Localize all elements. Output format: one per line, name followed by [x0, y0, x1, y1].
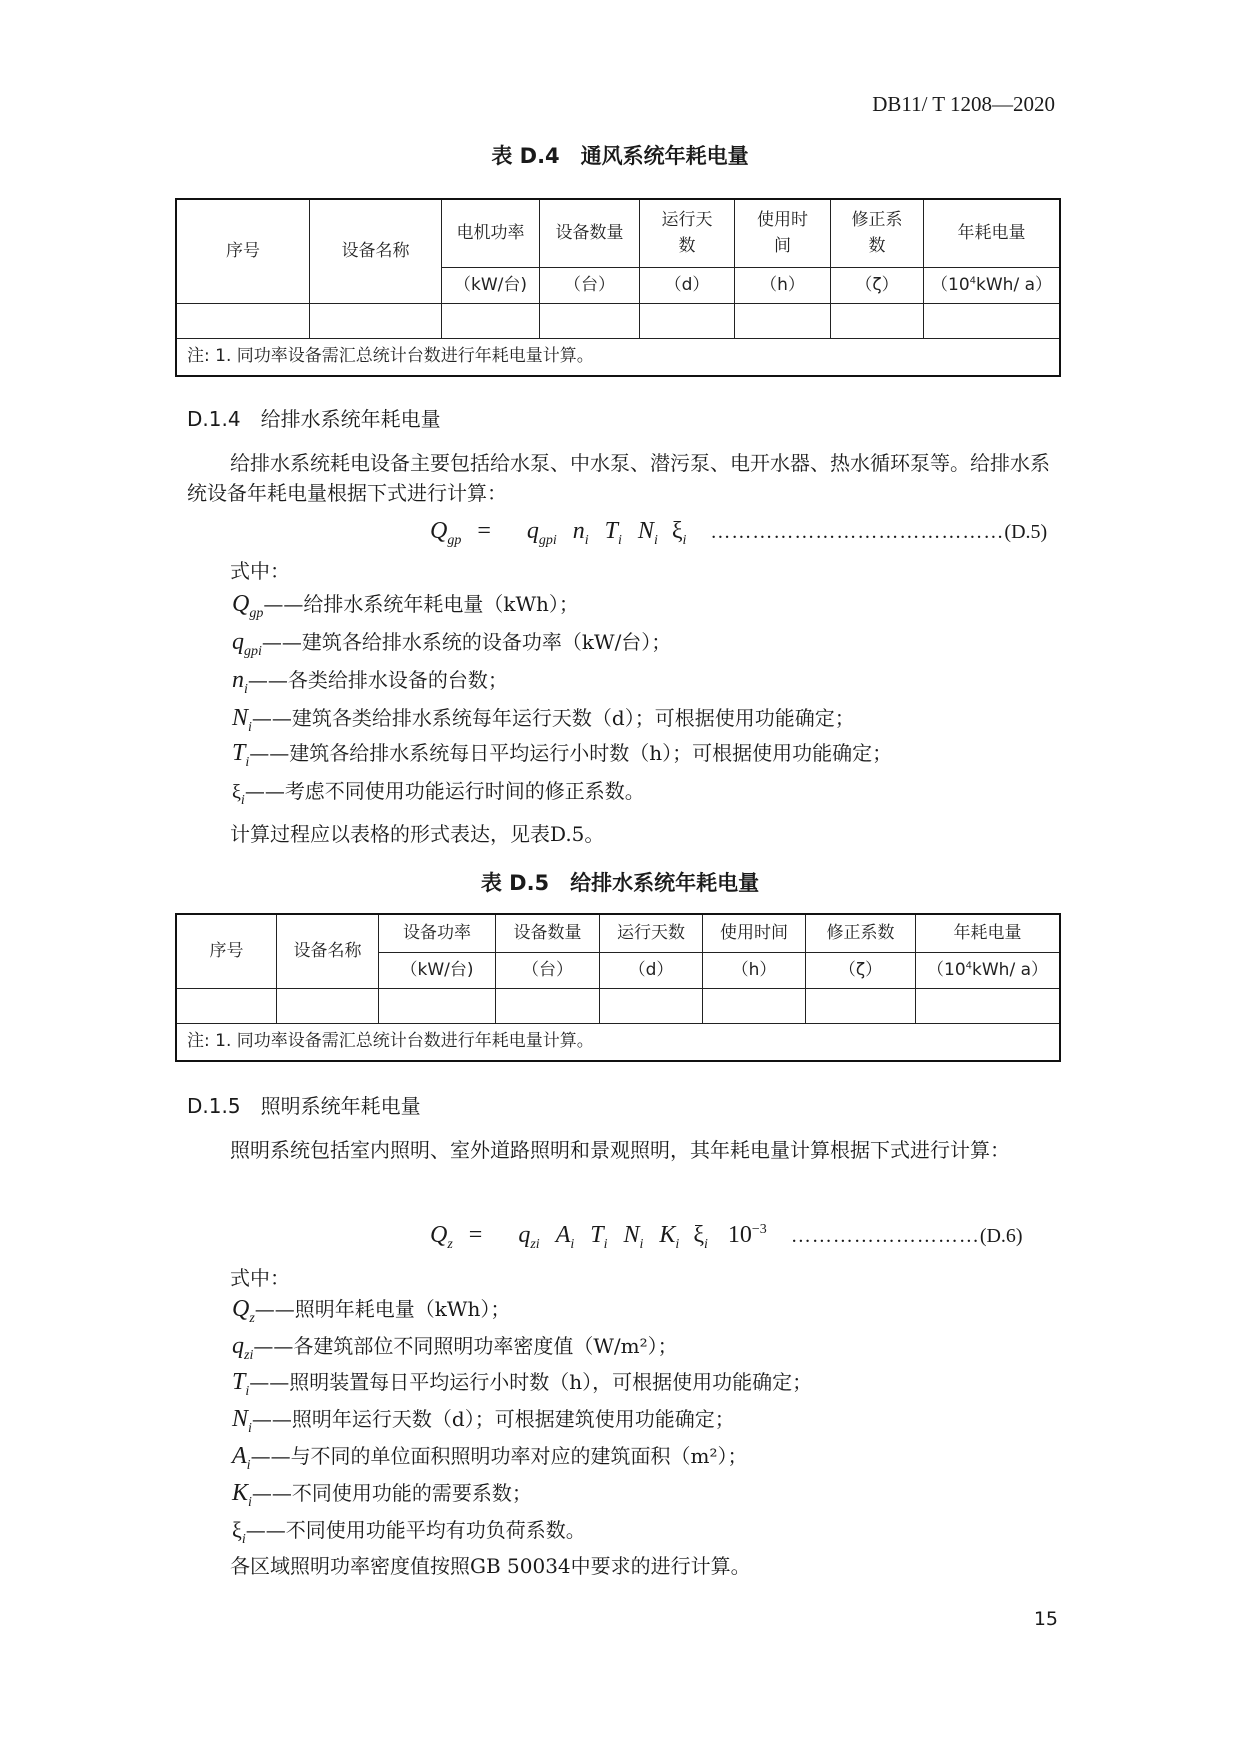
definition-line — [232, 626, 671, 660]
def-text: ——各类给排水设备的台数； — [247, 668, 508, 692]
definition-line — [232, 1477, 532, 1511]
col-seq-header: 序号 — [177, 915, 277, 989]
unit-coef: （ζ） — [831, 268, 924, 304]
def-symbol: T — [232, 740, 246, 766]
formula-d6 — [430, 1222, 1023, 1253]
def-symbol: Q — [232, 591, 250, 617]
col-time-header — [735, 200, 831, 268]
def-text: ——不同使用功能的需要系数； — [251, 1481, 532, 1505]
formula-sub: z — [447, 1237, 453, 1252]
def-subscript: i — [245, 755, 250, 770]
formula-sym: K — [659, 1222, 676, 1248]
def-text: ——照明年耗电量（kWh）； — [254, 1297, 511, 1321]
unit-annual-post: kWh/ a） — [976, 274, 1052, 295]
formula-sub: i — [675, 1237, 680, 1252]
table-d5-caption: 表 D.5 给排水系统年耗电量 — [480, 871, 760, 895]
formula-sym: T — [604, 518, 619, 544]
def-text: ——建筑各类给排水系统每年运行天数（d）；可根据使用功能确定； — [251, 706, 855, 730]
unit-power: （kW/台) — [379, 953, 496, 989]
def-text: ——各建筑部位不同照明功率密度值（W/m²）； — [253, 1334, 678, 1358]
def-symbol: q — [232, 1333, 244, 1359]
def-symbol: A — [232, 1443, 247, 1469]
formula-sym: q — [526, 518, 539, 544]
formula-sub: i — [639, 1237, 644, 1252]
formula-sym: ξ — [693, 1222, 705, 1248]
def-text: ——照明装置每日平均运行小时数（h），可根据使用功能确定； — [249, 1370, 813, 1394]
def-symbol: T — [232, 1369, 246, 1395]
paragraph-d15: 照明系统包括室内照明、室外道路照明和景观照明，其年耗电量计算根据下式进行计算： — [230, 1138, 1010, 1162]
table-row — [177, 989, 1060, 1024]
def-text: ——不同使用功能平均有功负荷系数。 — [245, 1518, 586, 1542]
def-subscript: gpi — [244, 644, 262, 659]
col-coef-line2: 数 — [868, 235, 886, 256]
table-d5 — [176, 914, 1060, 1061]
formula-sym: Q — [430, 1222, 448, 1248]
unit-qty: （台） — [540, 268, 640, 304]
col-days-line1: 运行天 — [661, 210, 713, 230]
definition-line — [232, 588, 579, 622]
formula-sub: i — [682, 533, 687, 548]
col-days-header — [640, 200, 735, 268]
def-subscript: i — [246, 1458, 251, 1473]
col-qty-header: 设备数量 — [496, 915, 600, 953]
formula-ten: 10 — [727, 1222, 752, 1248]
formula-label: (D.5) — [1004, 521, 1048, 543]
col-power-header: 电机功率 — [442, 200, 540, 268]
unit-annual-exp: 4 — [965, 960, 973, 972]
paragraph-d14: 给排水系统耗电设备主要包括给水泵、中水泵、潜污泵、电开水器、热水循环泵等。给排水系统设备年耗电量根据下式进行计算： — [187, 451, 1050, 505]
formula-sub: i — [570, 1237, 575, 1252]
closing-line-d15: 各区域照明功率密度值按照GB 50034中要求的进行计算。 — [230, 1554, 751, 1578]
col-coef-header — [831, 200, 924, 268]
where-label: 式中： — [230, 559, 290, 583]
formula-sym: n — [572, 518, 585, 544]
formula-eq: = — [477, 518, 491, 544]
unit-annual-post: kWh/ a） — [972, 959, 1048, 980]
def-subscript: zi — [244, 1348, 254, 1363]
def-subscript: z — [249, 1311, 255, 1326]
col-coef-header: 修正系数 — [806, 915, 916, 953]
section-heading-d15: D.1.5 照明系统年耗电量 — [187, 1094, 421, 1118]
def-symbol: q — [232, 629, 244, 655]
formula-sym: N — [637, 518, 654, 544]
unit-days: （d） — [640, 268, 735, 304]
table-d4-caption: 表 D.4 通风系统年耗电量 — [491, 144, 749, 168]
formula-sym: A — [555, 1222, 571, 1248]
definition-line — [232, 737, 892, 771]
def-subscript: i — [248, 720, 252, 735]
unit-annual — [916, 953, 1060, 989]
unit-days: （d） — [600, 953, 703, 989]
formula-sub: i — [618, 533, 622, 548]
def-text: ——与不同的单位面积照明功率对应的建筑面积（m²）； — [250, 1444, 748, 1468]
unit-coef: （ζ） — [806, 953, 916, 989]
definition-line — [232, 702, 855, 736]
table-row — [177, 304, 1060, 339]
col-time-line2: 间 — [774, 235, 791, 256]
unit-qty: （台） — [496, 953, 600, 989]
col-name-header: 设备名称 — [277, 915, 379, 989]
definition-line — [232, 1403, 735, 1437]
where-label: 式中： — [230, 1266, 290, 1290]
unit-power: （kW/台) — [442, 268, 540, 304]
unit-time: （h） — [703, 953, 806, 989]
definition-line — [232, 775, 645, 809]
definition-line — [232, 1366, 812, 1400]
formula-exp: −3 — [751, 1222, 767, 1237]
formula-sub: i — [704, 1237, 708, 1252]
def-text: ——给排水系统年耗电量（kWh）； — [263, 592, 579, 616]
def-subscript: i — [248, 1421, 252, 1436]
formula-sub: i — [584, 533, 589, 548]
closing-line-d14: 计算过程应以表格的形式表达，见表D.5。 — [230, 822, 605, 846]
unit-annual-pre: （10 — [931, 274, 970, 295]
formula-sub: gp — [447, 533, 462, 548]
formula-sym: q — [518, 1222, 531, 1248]
definition-line — [232, 664, 508, 698]
def-subscript: i — [245, 1384, 250, 1399]
col-time-header: 使用时间 — [703, 915, 806, 953]
def-symbol: N — [232, 705, 249, 731]
col-days-line2: 数 — [678, 235, 696, 256]
table-note: 注: 1. 同功率设备需汇总统计台数进行年耗电量计算。 — [177, 1024, 1060, 1061]
formula-sym: N — [623, 1222, 640, 1248]
formula-label: (D.6) — [979, 1225, 1023, 1247]
table-note: 注: 1. 同功率设备需汇总统计台数进行年耗电量计算。 — [177, 339, 1060, 376]
formula-sub: gpi — [538, 533, 557, 548]
col-time-line1: 使用时 — [757, 210, 808, 230]
def-symbol: n — [232, 667, 244, 693]
section-heading-d14: D.1.4 给排水系统年耗电量 — [187, 407, 441, 431]
definition-line — [232, 1330, 678, 1364]
page-number: 15 — [1033, 1608, 1058, 1630]
def-text: ——建筑各给排水系统每日平均运行小时数（h）；可根据使用功能确定； — [249, 741, 893, 765]
document-code: DB11/ T 1208—2020 — [872, 92, 1055, 116]
def-text: ——建筑各给排水系统的设备功率（kW/台）； — [261, 630, 672, 654]
col-annual-header: 年耗电量 — [924, 200, 1060, 268]
def-subscript: i — [248, 1495, 252, 1510]
formula-eq: = — [468, 1222, 483, 1248]
def-symbol: N — [232, 1406, 249, 1432]
def-symbol: ξ — [232, 1517, 242, 1542]
definition-line — [232, 1293, 510, 1327]
col-days-header: 运行天数 — [600, 915, 703, 953]
col-seq-header: 序号 — [177, 200, 310, 304]
formula-d5 — [430, 518, 1047, 549]
def-subscript: i — [244, 682, 248, 697]
col-annual-header: 年耗电量 — [916, 915, 1060, 953]
formula-sub: i — [653, 533, 658, 548]
formula-sym: T — [590, 1222, 604, 1248]
formula-sym: ξ — [671, 518, 683, 544]
col-power-header: 设备功率 — [379, 915, 496, 953]
col-name-header: 设备名称 — [310, 200, 442, 304]
col-qty-header: 设备数量 — [540, 200, 640, 268]
col-coef-line1: 修正系 — [851, 210, 903, 230]
def-symbol: Q — [232, 1296, 250, 1322]
unit-annual-pre: （10 — [927, 959, 966, 980]
def-subscript: gp — [249, 606, 264, 621]
formula-sub: zi — [530, 1237, 540, 1252]
formula-leader: …………………………………… — [710, 521, 1005, 543]
definition-line — [232, 1440, 748, 1474]
def-subscript: i — [240, 793, 245, 808]
def-text: ——考虑不同使用功能运行时间的修正系数。 — [244, 779, 645, 803]
formula-sub: i — [603, 1237, 608, 1252]
definition-line — [232, 1514, 586, 1548]
def-symbol: ξ — [232, 781, 241, 803]
def-subscript: i — [241, 1532, 246, 1547]
formula-sym: Q — [430, 518, 448, 544]
unit-annual-exp: 4 — [969, 275, 977, 287]
formula-leader: ……………………… — [790, 1225, 980, 1247]
unit-time: （h） — [735, 268, 831, 304]
def-symbol: K — [232, 1480, 249, 1506]
unit-annual — [924, 268, 1060, 304]
def-text: ——照明年运行天数（d）；可根据建筑使用功能确定； — [251, 1407, 735, 1431]
table-d4 — [176, 199, 1060, 376]
